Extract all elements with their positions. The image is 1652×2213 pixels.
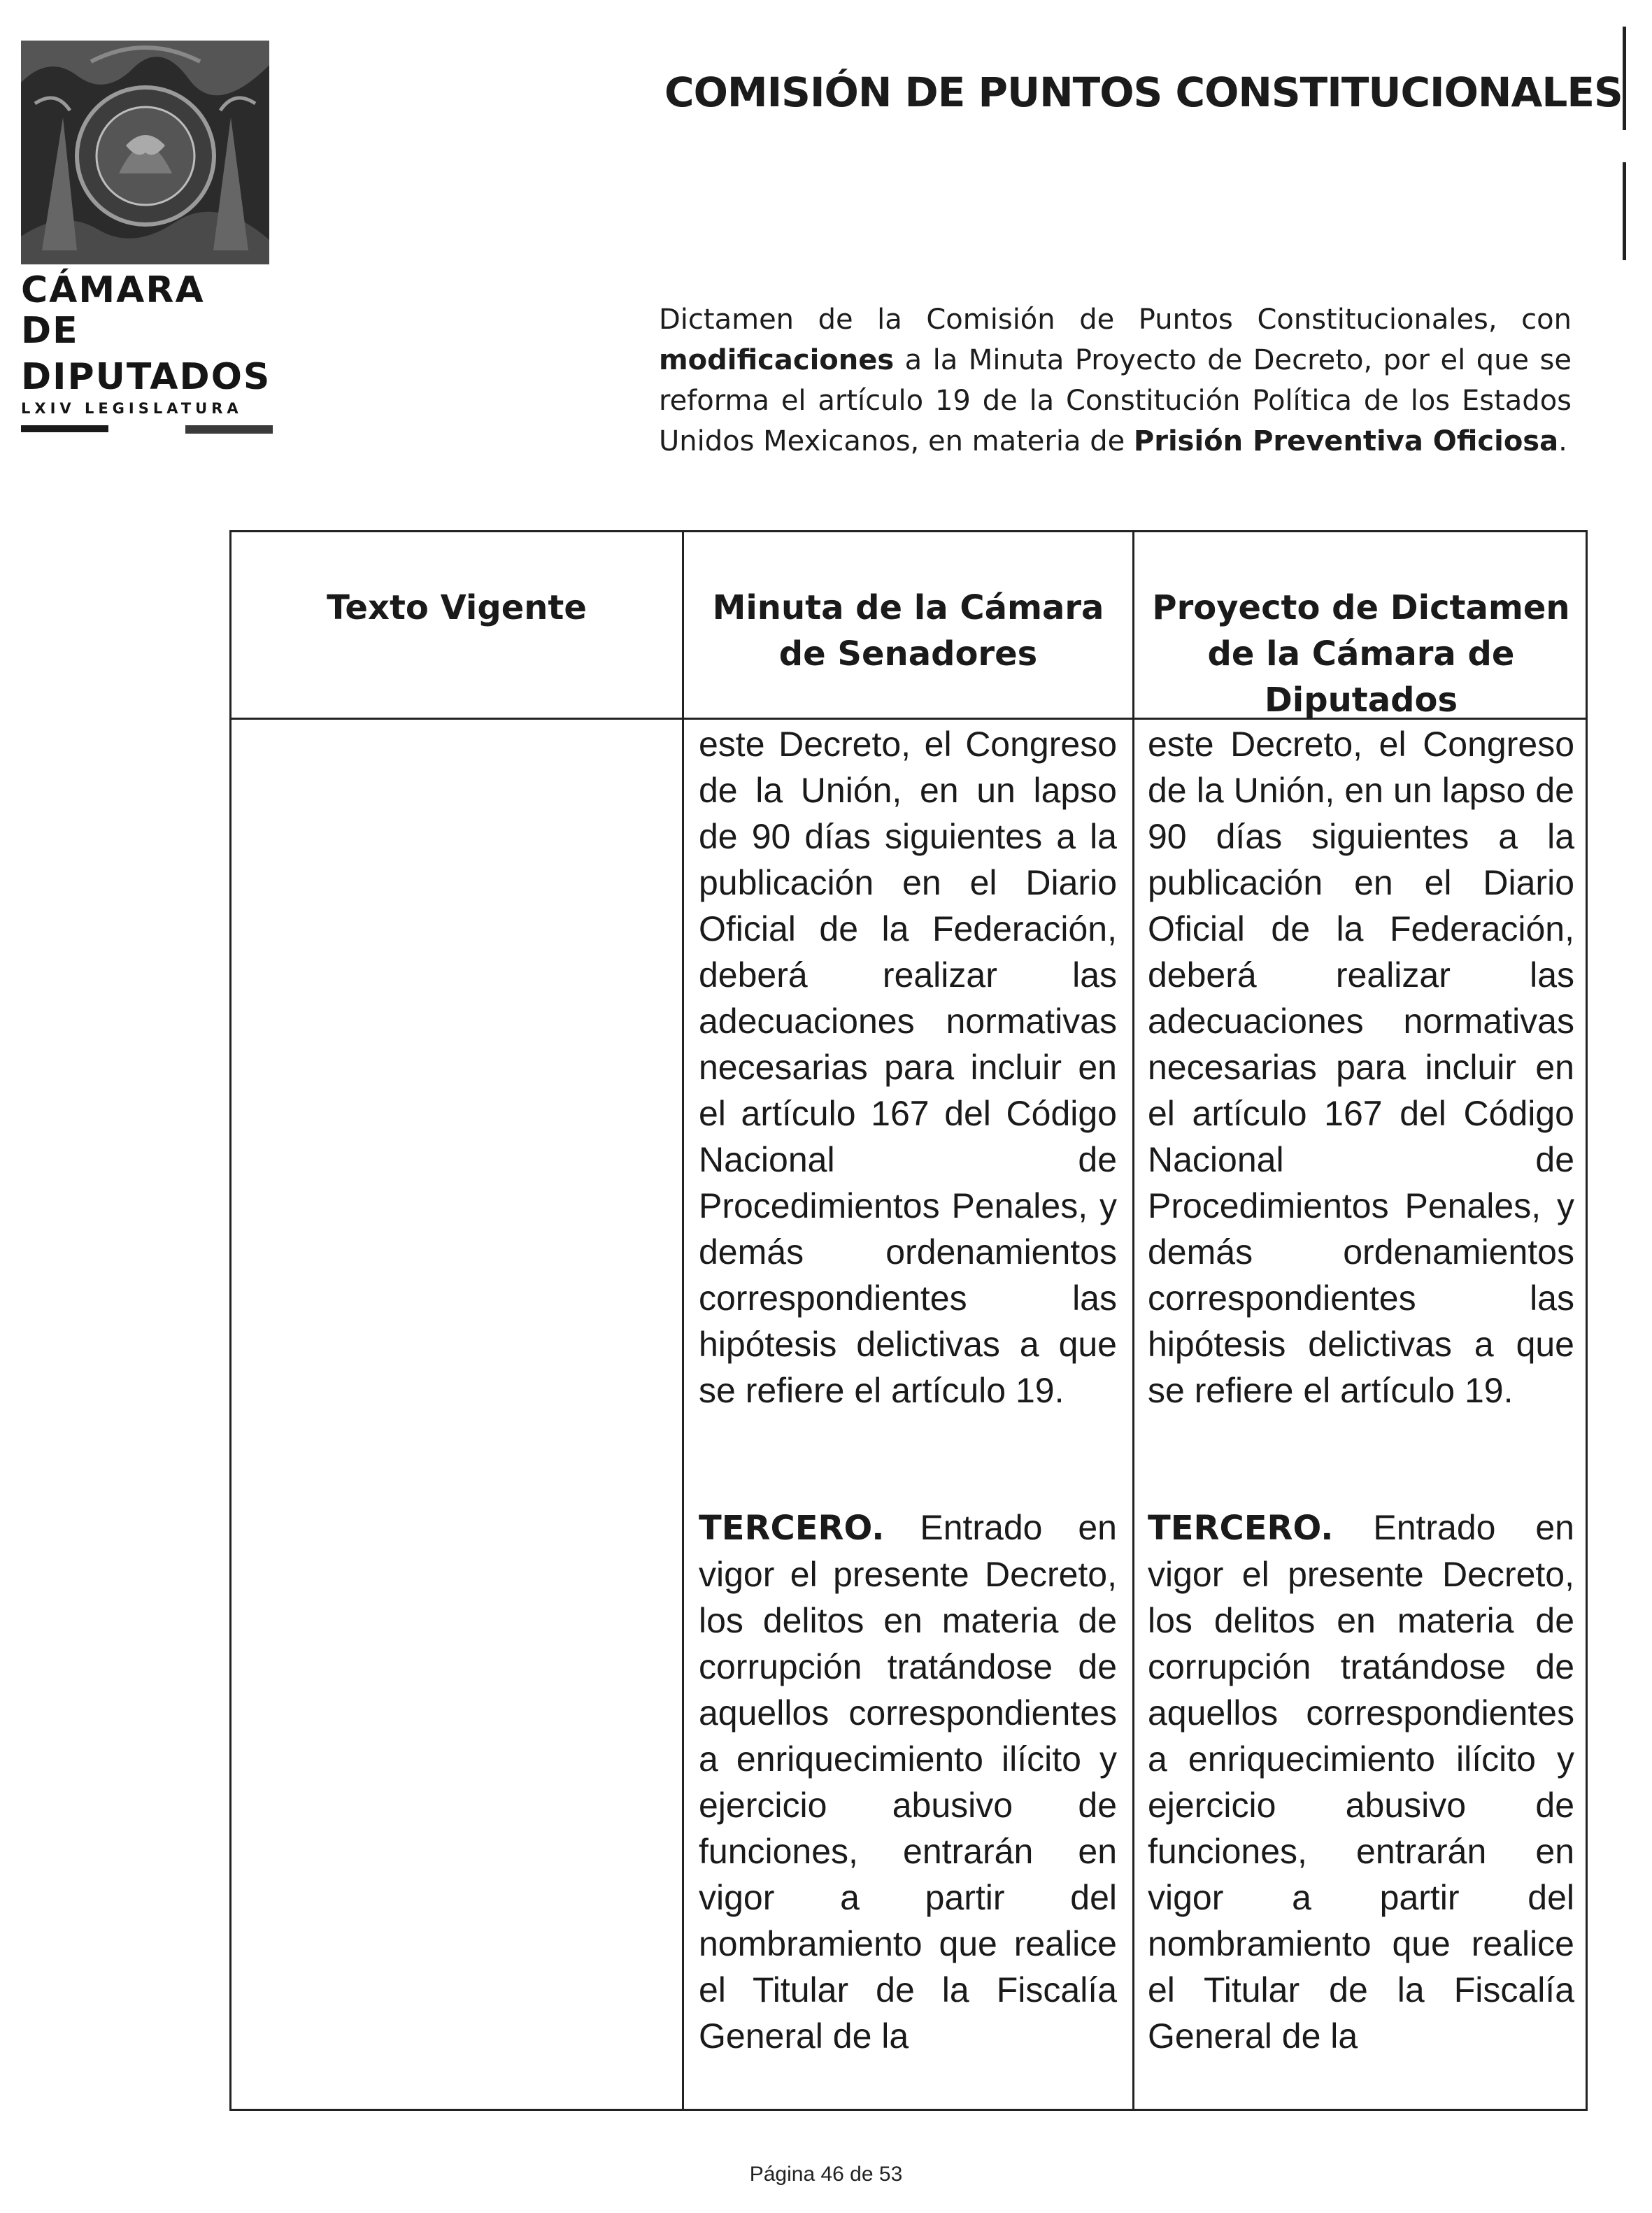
proyecto-tercero-label: TERCERO. xyxy=(1148,1509,1334,1548)
summary-bold-1: modificaciones xyxy=(659,344,895,376)
chamber-logo xyxy=(21,41,273,435)
logo-name-line1: CÁMARA DE xyxy=(21,269,205,352)
logo-legislature: LXIV LEGISLATURA xyxy=(21,400,243,417)
summary-text-1: Dictamen de la Comisión de Puntos Constitucionales, con xyxy=(659,304,1572,336)
column-divider-1 xyxy=(682,532,684,2109)
proyecto-tercero-text: Entrado en vigor el presente Decreto, los delitos en materia de corrupción tratándose de aquellos correspondientes a enriquecimiento ilícito y ejercicio abusivo de funciones, entrarán en vigor a partir del nombramiento que realice el Titular de la Fiscalía General de la xyxy=(1148,1508,1574,2056)
commission-title: COMISIÓN DE PUNTOS CONSTITUCIONALES xyxy=(664,69,1623,116)
header-proyecto-dictamen: Proyecto de Dictamen de la Cámara de Diputados xyxy=(1152,588,1570,720)
summary-text-3: . xyxy=(1558,425,1567,457)
logo-bar-right xyxy=(185,425,273,434)
page-number: Página 46 de 53 xyxy=(749,2163,903,2186)
minuta-paragraph-1: este Decreto, el Congreso de la Unión, en un lapso de 90 días siguientes a la publicación en el Diario Oficial de la Federación, deberá realizar las adecuaciones normativas necesarias para incluir en el artículo 167 del Código Nacional de Procedimientos Penales, y demás ordenamientos correspondientes las hipótesis delictivas a que se refiere el artículo 19. xyxy=(699,725,1117,1410)
minuta-paragraph-2 xyxy=(699,1504,1117,2059)
comparison-table xyxy=(229,530,1588,2111)
summary-bold-2: Prisión Preventiva Oficiosa xyxy=(1133,425,1559,457)
column-divider-2 xyxy=(1132,532,1134,2109)
proyecto-paragraph-1: este Decreto, el Congreso de la Unión, en un lapso de 90 días siguientes a la publicación en el Diario Oficial de la Federación, deberá realizar las adecuaciones normativas necesarias para incluir en el artículo 167 del Código Nacional de Procedimientos Penales, y demás ordenamientos correspondientes las hipótesis delictivas a que se refiere el artículo 19. xyxy=(1148,725,1574,1410)
logo-bars xyxy=(21,425,273,435)
header-minuta-senadores: Minuta de la Cámara de Senadores xyxy=(712,588,1104,674)
summary-text-2: a la Minuta Proyecto de Decreto, por el que se reforma el artículo 19 de la Constitución Política de los Estados Unidos Mexicanos, en materia de xyxy=(659,344,1572,457)
logo-name-line2: DIPUTADOS xyxy=(21,356,271,398)
proyecto-paragraph-2 xyxy=(1148,1504,1574,2059)
margin-mark-top xyxy=(1623,27,1626,130)
minuta-tercero-text: Entrado en vigor el presente Decreto, los delitos en materia de corrupción tratándose de aquellos correspondientes a enriquecimiento ilícito y ejercicio abusivo de funciones, entrarán en vigor a partir del nombramiento que realice el Titular de la Fiscalía General de la xyxy=(699,1508,1117,2056)
document-summary xyxy=(659,299,1572,462)
minuta-tercero-label: TERCERO. xyxy=(699,1509,885,1548)
national-seal-image xyxy=(21,41,269,264)
margin-mark-bottom xyxy=(1623,162,1626,260)
logo-bar-left xyxy=(21,425,108,432)
header-texto-vigente: Texto Vigente xyxy=(327,588,587,627)
